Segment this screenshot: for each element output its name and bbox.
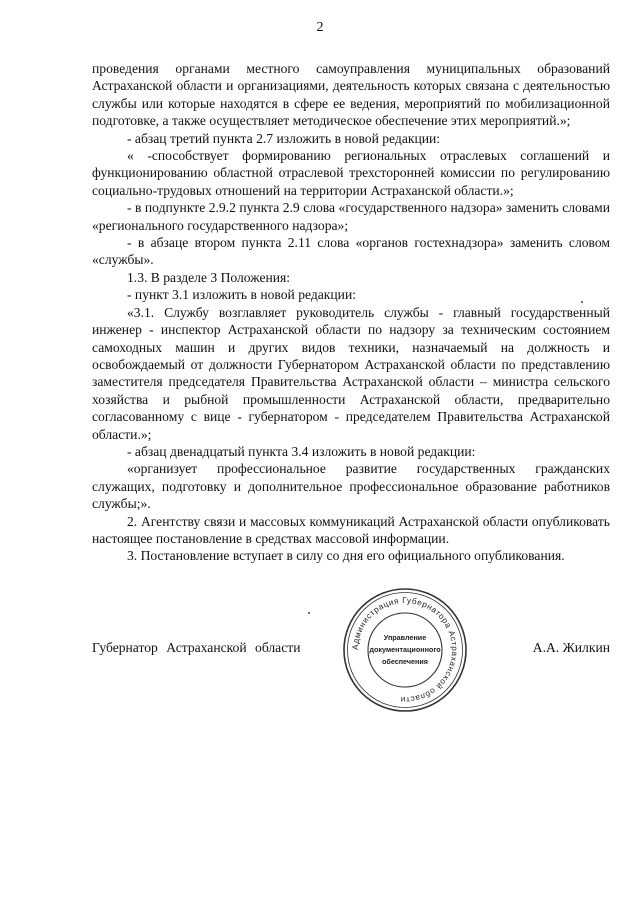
paragraph: - абзац третий пункта 2.7 изложить в новой редакции: xyxy=(127,130,441,146)
signatory-title: Губернатор Астраханской области xyxy=(92,640,301,655)
paragraph: - в абзаце втором пункта 2.11 слова «органов гостехнадзора» заменить словом «службы». xyxy=(92,235,610,268)
page-number: 2 xyxy=(316,20,324,35)
seal-ring-text: Администрация Губернатора Астраханской области xyxy=(350,595,460,705)
signatory-name: А.А. Жилкин xyxy=(532,640,610,655)
seal-center-line: Управление xyxy=(383,633,427,642)
paragraph: проведения органами местного самоуправления муниципальных образований Астраханской области и организациями, деятельность которых связана с деятельностью службы или которые находятся в сфере ее ведения, мероприятий по мобилизационной подготовке, а также осуществляет методическое обеспечение этих мероприятий.»; xyxy=(92,61,610,129)
paragraph: 3. Постановление вступает в силу со дня его официального опубликования. xyxy=(127,548,565,564)
paragraph: «3.1. Службу возглавляет руководитель службы - главный государственный инженер - инспектор Астраханской области по надзору за техническим состоянием самоходных машин и других видов техники, назначаемый на должность и освобождаемый от должности Губернатором Астраханской области по представлению заместителя председателя Правительства Астраханской области – министра сельского хозяйства и рыбной промышленности Астраханской области, предварительно согласованному с вице - губернатором - председателем Правительства Астраханской области.»; xyxy=(92,304,610,442)
paragraph: « -способствует формированию региональных отраслевых соглашений и функционированию областной отраслевой трехсторонней комиссии по регулированию социально-трудовых отношений на территории Астраханской области.»; xyxy=(92,148,610,198)
paragraph: 2. Агентству связи и массовых коммуникаций Астраханской области опубликовать настоящее постановление в средствах массовой информации. xyxy=(92,513,610,546)
paragraph: - абзац двенадцатый пункта 3.4 изложить в новой редакции: xyxy=(127,443,476,459)
paragraph: «организует профессиональное развитие государственных гражданских служащих, подготовку и дополнительное профессиональное образование работников службы;». xyxy=(92,461,610,512)
seal-center-line: обеспечения xyxy=(381,657,429,666)
seal-center-line: документационного xyxy=(369,645,441,654)
paragraph: 1.3. В разделе 3 Положения: xyxy=(127,269,291,285)
paragraph: - в подпункте 2.9.2 пункта 2.9 слова «государственного надзора» заменить словами «регионального государственного надзора»; xyxy=(92,200,610,233)
official-seal xyxy=(340,585,470,715)
document-body xyxy=(92,60,610,565)
scan-dot xyxy=(308,612,310,614)
paragraph: - пункт 3.1 изложить в новой редакции: xyxy=(127,287,357,303)
scan-dot xyxy=(581,301,583,303)
